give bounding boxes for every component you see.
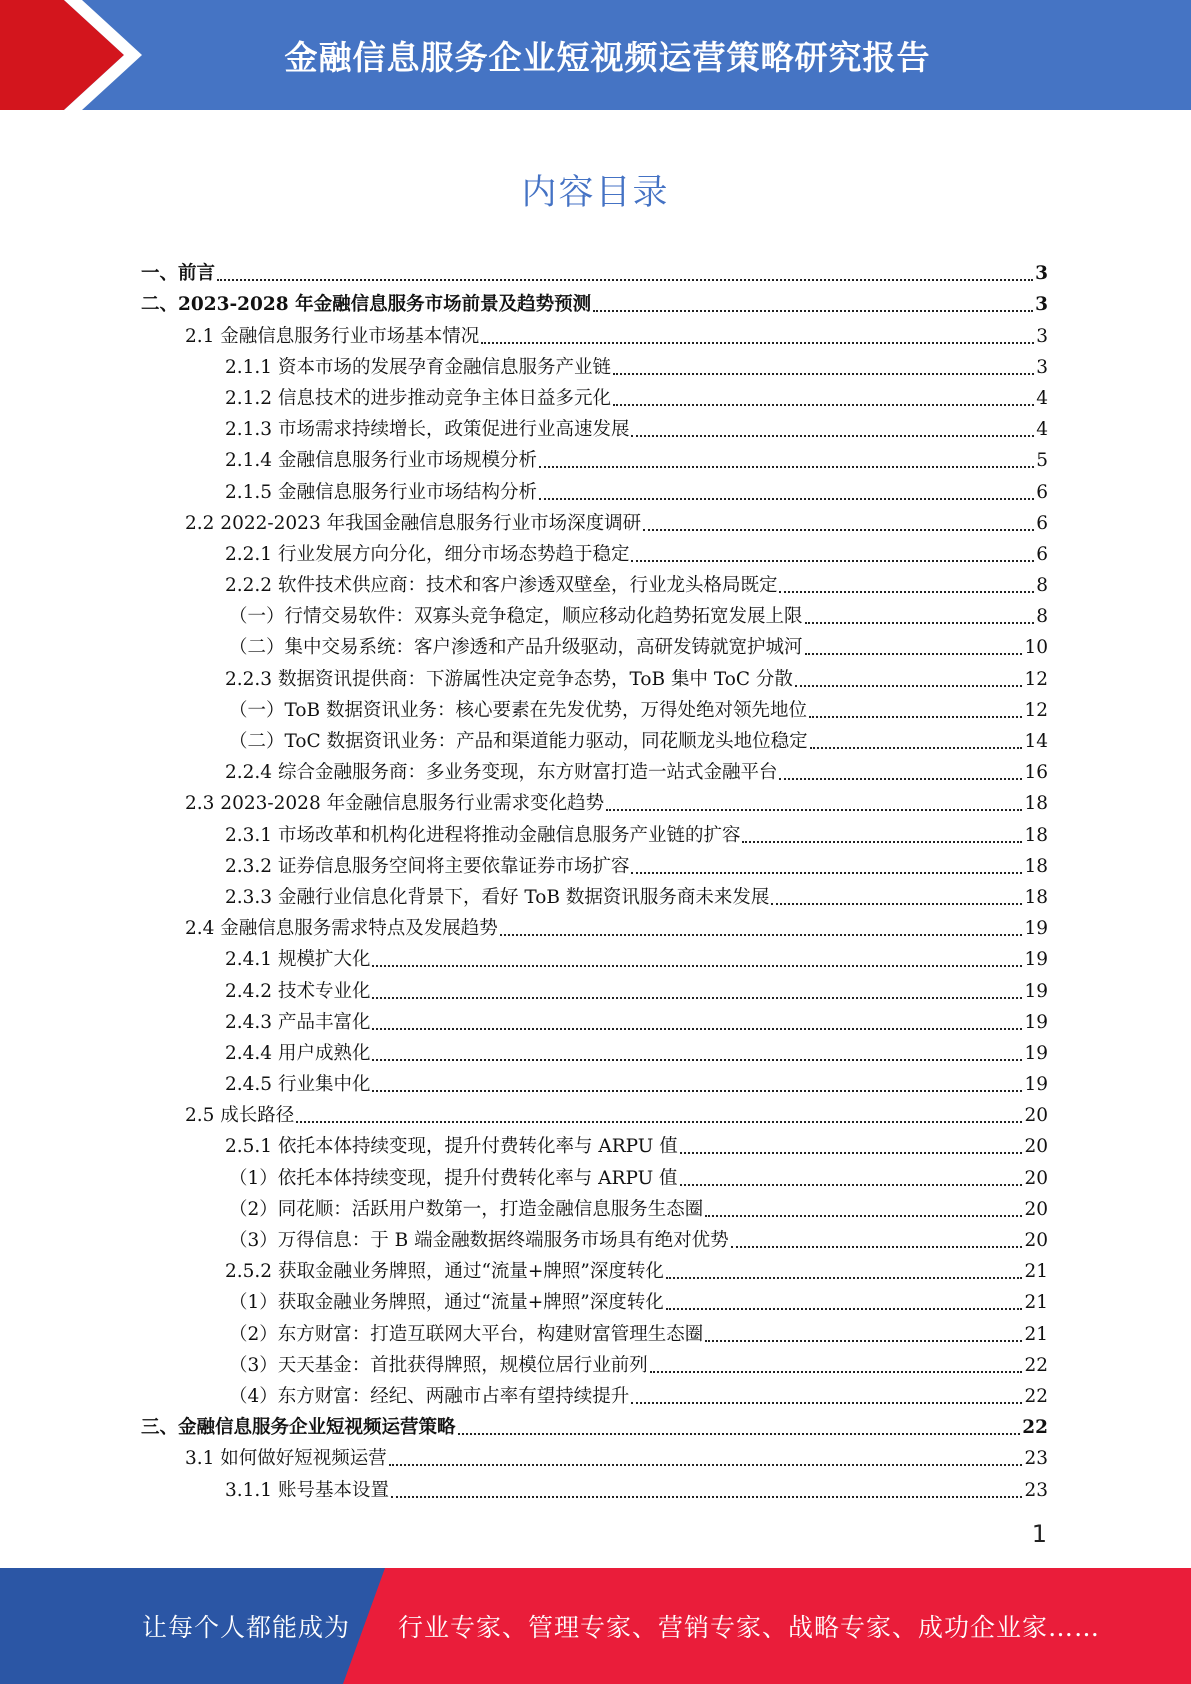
toc-entry-label: 2.1 金融信息服务行业市场基本情况 xyxy=(185,325,480,347)
toc-leader-dots xyxy=(779,777,1022,780)
toc-leader-dots xyxy=(643,528,1034,531)
toc-leader-dots xyxy=(666,1307,1023,1310)
toc-entry-label: 2.2.4 综合金融服务商：多业务变现，东方财富打造一站式金融平台 xyxy=(225,762,778,784)
toc-entry[interactable] xyxy=(141,504,1048,535)
toc-entry-label: 2.1.3 市场需求持续增长，政策促进行业高速发展 xyxy=(225,419,630,441)
toc-entry-label: （二）集中交易系统：客户渗透和产品升级驱动，高研发铸就宽护城河 xyxy=(229,637,803,659)
toc-leader-dots xyxy=(680,1151,1023,1154)
toc-entry[interactable] xyxy=(141,847,1048,878)
toc-entry[interactable] xyxy=(141,348,1048,379)
toc-entry-page: 23 xyxy=(1024,1479,1048,1501)
toc-entry-label: （一）ToB 数据资讯业务：核心要素在先发优势，万得处绝对领先地位 xyxy=(229,699,808,721)
toc-entry-page: 5 xyxy=(1036,450,1048,472)
toc-entry[interactable] xyxy=(141,566,1048,597)
toc-entry[interactable] xyxy=(141,1346,1048,1377)
toc-entry[interactable] xyxy=(141,1158,1048,1189)
toc-leader-dots xyxy=(666,1276,1023,1279)
toc-entry[interactable] xyxy=(141,659,1048,690)
toc-leader-dots xyxy=(372,1089,1022,1092)
toc-leader-dots xyxy=(631,559,1034,562)
toc-entry-label: 2.2 2022-2023 年我国金融信息服务行业市场深度调研 xyxy=(185,512,642,534)
toc-entry-page: 8 xyxy=(1036,606,1048,628)
toc-entry-page: 4 xyxy=(1036,387,1048,409)
toc-entry-page: 19 xyxy=(1024,980,1048,1002)
toc-leader-dots xyxy=(458,1432,1021,1435)
toc-entry[interactable] xyxy=(141,1439,1048,1470)
toc-entry[interactable] xyxy=(141,1408,1048,1439)
toc-entry-label: 2.1.4 金融信息服务行业市场规模分析 xyxy=(225,450,537,472)
toc-entry[interactable] xyxy=(141,1314,1048,1345)
toc-entry-page: 12 xyxy=(1024,699,1048,721)
toc-entry[interactable] xyxy=(141,379,1048,410)
toc-entry-label: （3）天天基金：首批获得牌照，规模位居行业前列 xyxy=(229,1354,648,1376)
toc-leader-dots xyxy=(613,372,1034,375)
toc-entry-page: 19 xyxy=(1024,1011,1048,1033)
toc-entry-page: 21 xyxy=(1024,1292,1048,1314)
toc-leader-dots xyxy=(771,902,1022,905)
toc-entry[interactable] xyxy=(141,472,1048,503)
toc-entry-page: 18 xyxy=(1024,824,1048,846)
footer-banner xyxy=(0,1568,1191,1684)
toc-entry-label: 2.2.3 数据资讯提供商：下游属性决定竞争态势，ToB 集中 ToC 分散 xyxy=(225,668,793,690)
toc-entry-label: 2.3.3 金融行业信息化背景下，看好 ToB 数据资讯服务商未来发展 xyxy=(225,886,770,908)
toc-entry-label: 2.4.1 规模扩大化 xyxy=(225,949,371,971)
toc-entry-label: 2.3 2023-2028 年金融信息服务行业需求变化趋势 xyxy=(185,793,605,815)
toc-entry-page: 20 xyxy=(1024,1136,1048,1158)
toc-entry-label: 2.1.5 金融信息服务行业市场结构分析 xyxy=(225,481,537,503)
toc-entry-label: 2.5 成长路径 xyxy=(185,1105,295,1127)
toc-leader-dots xyxy=(705,1214,1022,1217)
toc-leader-dots xyxy=(500,933,1023,936)
toc-leader-dots xyxy=(481,341,1034,344)
toc-entry-page: 6 xyxy=(1036,512,1048,534)
toc-entry-page: 22 xyxy=(1022,1417,1048,1439)
toc-entry[interactable] xyxy=(141,1034,1048,1065)
toc-leader-dots xyxy=(613,403,1034,406)
toc-entry-page: 14 xyxy=(1024,731,1048,752)
toc-entry-label: 二、2023-2028 年金融信息服务市场前景及趋势预测 xyxy=(141,294,592,316)
header-title: 金融信息服务企业短视频运营策略研究报告 xyxy=(284,37,931,77)
toc-entry[interactable] xyxy=(141,441,1048,472)
toc-entry-label: 3.1 如何做好短视频运营 xyxy=(185,1448,387,1470)
toc-entry-page: 19 xyxy=(1024,949,1048,971)
toc-entry-label: （1）获取金融业务牌照，通过“流量+牌照”深度转化 xyxy=(229,1292,664,1314)
toc-leader-dots xyxy=(809,715,1022,718)
toc-entry-label: 2.5.2 获取金融业务牌照，通过“流量+牌照”深度转化 xyxy=(225,1261,664,1283)
toc-entry-label: （2）同花顺：活跃用户数第一，打造金融信息服务生态圈 xyxy=(229,1198,704,1220)
toc-entry-page: 21 xyxy=(1024,1261,1048,1283)
toc-entry-label: （3）万得信息：于 B 端金融数据终端服务市场具有绝对优势 xyxy=(229,1230,729,1251)
toc-entry-page: 16 xyxy=(1024,762,1048,784)
toc-leader-dots xyxy=(389,1463,1023,1466)
toc-entry-label: 2.3.2 证券信息服务空间将主要依靠证券市场扩容 xyxy=(225,855,630,877)
toc-entry[interactable] xyxy=(141,254,1048,285)
toc-title: 内容目录 xyxy=(521,173,670,213)
toc-entry[interactable] xyxy=(141,909,1048,940)
toc-leader-dots xyxy=(805,652,1023,655)
toc-entry[interactable] xyxy=(141,285,1048,316)
toc-entry[interactable] xyxy=(141,1377,1048,1408)
toc-entry[interactable] xyxy=(141,691,1048,722)
toc-entry[interactable] xyxy=(141,1096,1048,1127)
toc-entry[interactable] xyxy=(141,878,1048,909)
toc-entry-label: 三、金融信息服务企业短视频运营策略 xyxy=(141,1417,456,1439)
toc-entry[interactable] xyxy=(141,940,1048,971)
toc-entry-label: 2.2.1 行业发展方向分化，细分市场态势趋于稳定 xyxy=(225,543,630,565)
toc-entry[interactable] xyxy=(141,316,1048,347)
toc-entry-page: 20 xyxy=(1024,1230,1048,1251)
toc-leader-dots xyxy=(650,1370,1023,1373)
toc-entry-label: （2）东方财富：打造互联网大平台，构建财富管理生态圈 xyxy=(229,1323,704,1345)
toc-entry[interactable] xyxy=(141,753,1048,784)
toc-entry-page: 3 xyxy=(1036,325,1048,347)
toc-entry[interactable] xyxy=(141,1190,1048,1221)
toc-leader-dots xyxy=(372,1027,1022,1030)
toc-entry-label: 一、前言 xyxy=(141,263,216,285)
toc-entry[interactable] xyxy=(141,1252,1048,1283)
toc-entry-page: 6 xyxy=(1036,481,1048,503)
toc-entry-page: 19 xyxy=(1024,918,1048,940)
toc-entry-label: 2.5.1 依托本体持续变现，提升付费转化率与 ARPU 值 xyxy=(225,1136,678,1158)
toc-leader-dots xyxy=(217,278,1033,281)
toc-entry-page: 22 xyxy=(1024,1385,1048,1407)
toc-leader-dots xyxy=(372,964,1022,967)
toc-entry[interactable] xyxy=(141,1065,1048,1096)
toc-entry-label: 2.4.4 用户成熟化 xyxy=(225,1042,371,1064)
toc-entry[interactable] xyxy=(141,535,1048,566)
toc-entry-label: 2.4.2 技术专业化 xyxy=(225,980,371,1002)
toc-entry-page: 4 xyxy=(1036,419,1048,441)
toc-leader-dots xyxy=(810,746,1023,749)
toc-entry[interactable] xyxy=(141,1470,1048,1501)
toc-leader-dots xyxy=(606,808,1022,811)
toc-entry-label: 2.4 金融信息服务需求特点及发展趋势 xyxy=(185,918,498,940)
toc-leader-dots xyxy=(593,309,1033,312)
toc-entry-label: （1）依托本体持续变现，提升付费转化率与 ARPU 值 xyxy=(229,1167,678,1189)
toc-leader-dots xyxy=(795,684,1023,687)
toc-entry-label: 2.4.3 产品丰富化 xyxy=(225,1011,371,1033)
toc-leader-dots xyxy=(631,1401,1022,1404)
toc-entry-page: 18 xyxy=(1024,855,1048,877)
toc-entry-page: 20 xyxy=(1024,1105,1048,1127)
toc-leader-dots xyxy=(296,1120,1022,1123)
toc-entry-page: 3 xyxy=(1035,263,1048,285)
toc-entry-page: 19 xyxy=(1024,1074,1048,1096)
toc-entry-page: 20 xyxy=(1024,1167,1048,1189)
toc-entry[interactable] xyxy=(141,784,1048,815)
toc-entry-label: 3.1.1 账号基本设置 xyxy=(225,1479,389,1501)
toc-entry-label: （一）行情交易软件：双寡头竞争稳定，顺应移动化趋势拓宽发展上限 xyxy=(229,606,803,628)
toc-entry-label: 2.2.2 软件技术供应商：技术和客户渗透双壁垒，行业龙头格局既定 xyxy=(225,575,778,597)
toc-leader-dots xyxy=(779,590,1034,593)
footer-slogan-right: 行业专家、管理专家、营销专家、战略专家、成功企业家…… xyxy=(398,1613,1101,1642)
toc-leader-dots xyxy=(631,434,1034,437)
header-banner xyxy=(0,0,1191,110)
toc-entry-label: 2.1.1 资本市场的发展孕育金融信息服务产业链 xyxy=(225,356,611,378)
toc-entry-page: 10 xyxy=(1024,637,1048,659)
toc-entry[interactable] xyxy=(141,1003,1048,1034)
toc-entry[interactable] xyxy=(141,410,1048,441)
toc-entry-page: 20 xyxy=(1024,1198,1048,1220)
toc-entry-page: 18 xyxy=(1024,793,1048,815)
toc-entry-page: 3 xyxy=(1036,356,1048,378)
toc-leader-dots xyxy=(705,1339,1022,1342)
toc-entry[interactable] xyxy=(141,628,1048,659)
toc-entry-page: 6 xyxy=(1036,543,1048,565)
toc-entry[interactable] xyxy=(141,1221,1048,1252)
toc-entry-page: 18 xyxy=(1024,886,1048,908)
toc-entry-label: 2.4.5 行业集中化 xyxy=(225,1074,371,1096)
footer-slogan-left: 让每个人都能成为 xyxy=(142,1613,351,1642)
toc-leader-dots xyxy=(742,840,1022,843)
toc-entry-label: （二）ToC 数据资讯业务：产品和渠道能力驱动，同花顺龙头地位稳定 xyxy=(229,731,808,752)
toc-entry[interactable] xyxy=(141,722,1048,753)
toc-leader-dots xyxy=(805,621,1035,624)
toc-leader-dots xyxy=(680,1183,1023,1186)
toc-leader-dots xyxy=(539,465,1034,468)
toc-leader-dots xyxy=(731,1245,1023,1248)
toc-entry-label: 2.3.1 市场改革和机构化进程将推动金融信息服务产业链的扩容 xyxy=(225,824,741,846)
toc-entry-page: 22 xyxy=(1024,1354,1048,1376)
toc-leader-dots xyxy=(372,1058,1022,1061)
toc-entry-label: （4）东方财富：经纪、两融市占率有望持续提升 xyxy=(229,1385,630,1407)
toc-entry-page: 8 xyxy=(1036,575,1048,597)
toc-leader-dots xyxy=(372,996,1022,999)
toc-entry[interactable] xyxy=(141,971,1048,1002)
page-number: 1 xyxy=(1031,1520,1047,1548)
toc-entry-page: 12 xyxy=(1024,668,1048,690)
toc-entry[interactable] xyxy=(141,1127,1048,1158)
toc-entry[interactable] xyxy=(141,1283,1048,1314)
toc-leader-dots xyxy=(631,871,1022,874)
toc-entry-label: 2.1.2 信息技术的进步推动竞争主体日益多元化 xyxy=(225,387,611,409)
toc-leader-dots xyxy=(391,1495,1022,1498)
toc-entry[interactable] xyxy=(141,815,1048,846)
toc-entry-page: 23 xyxy=(1024,1448,1048,1470)
toc-leader-dots xyxy=(539,497,1034,500)
table-of-contents xyxy=(141,254,1048,1502)
toc-entry-page: 3 xyxy=(1035,294,1048,316)
toc-entry[interactable] xyxy=(141,597,1048,628)
toc-entry-page: 21 xyxy=(1024,1323,1048,1345)
toc-entry-page: 19 xyxy=(1024,1042,1048,1064)
